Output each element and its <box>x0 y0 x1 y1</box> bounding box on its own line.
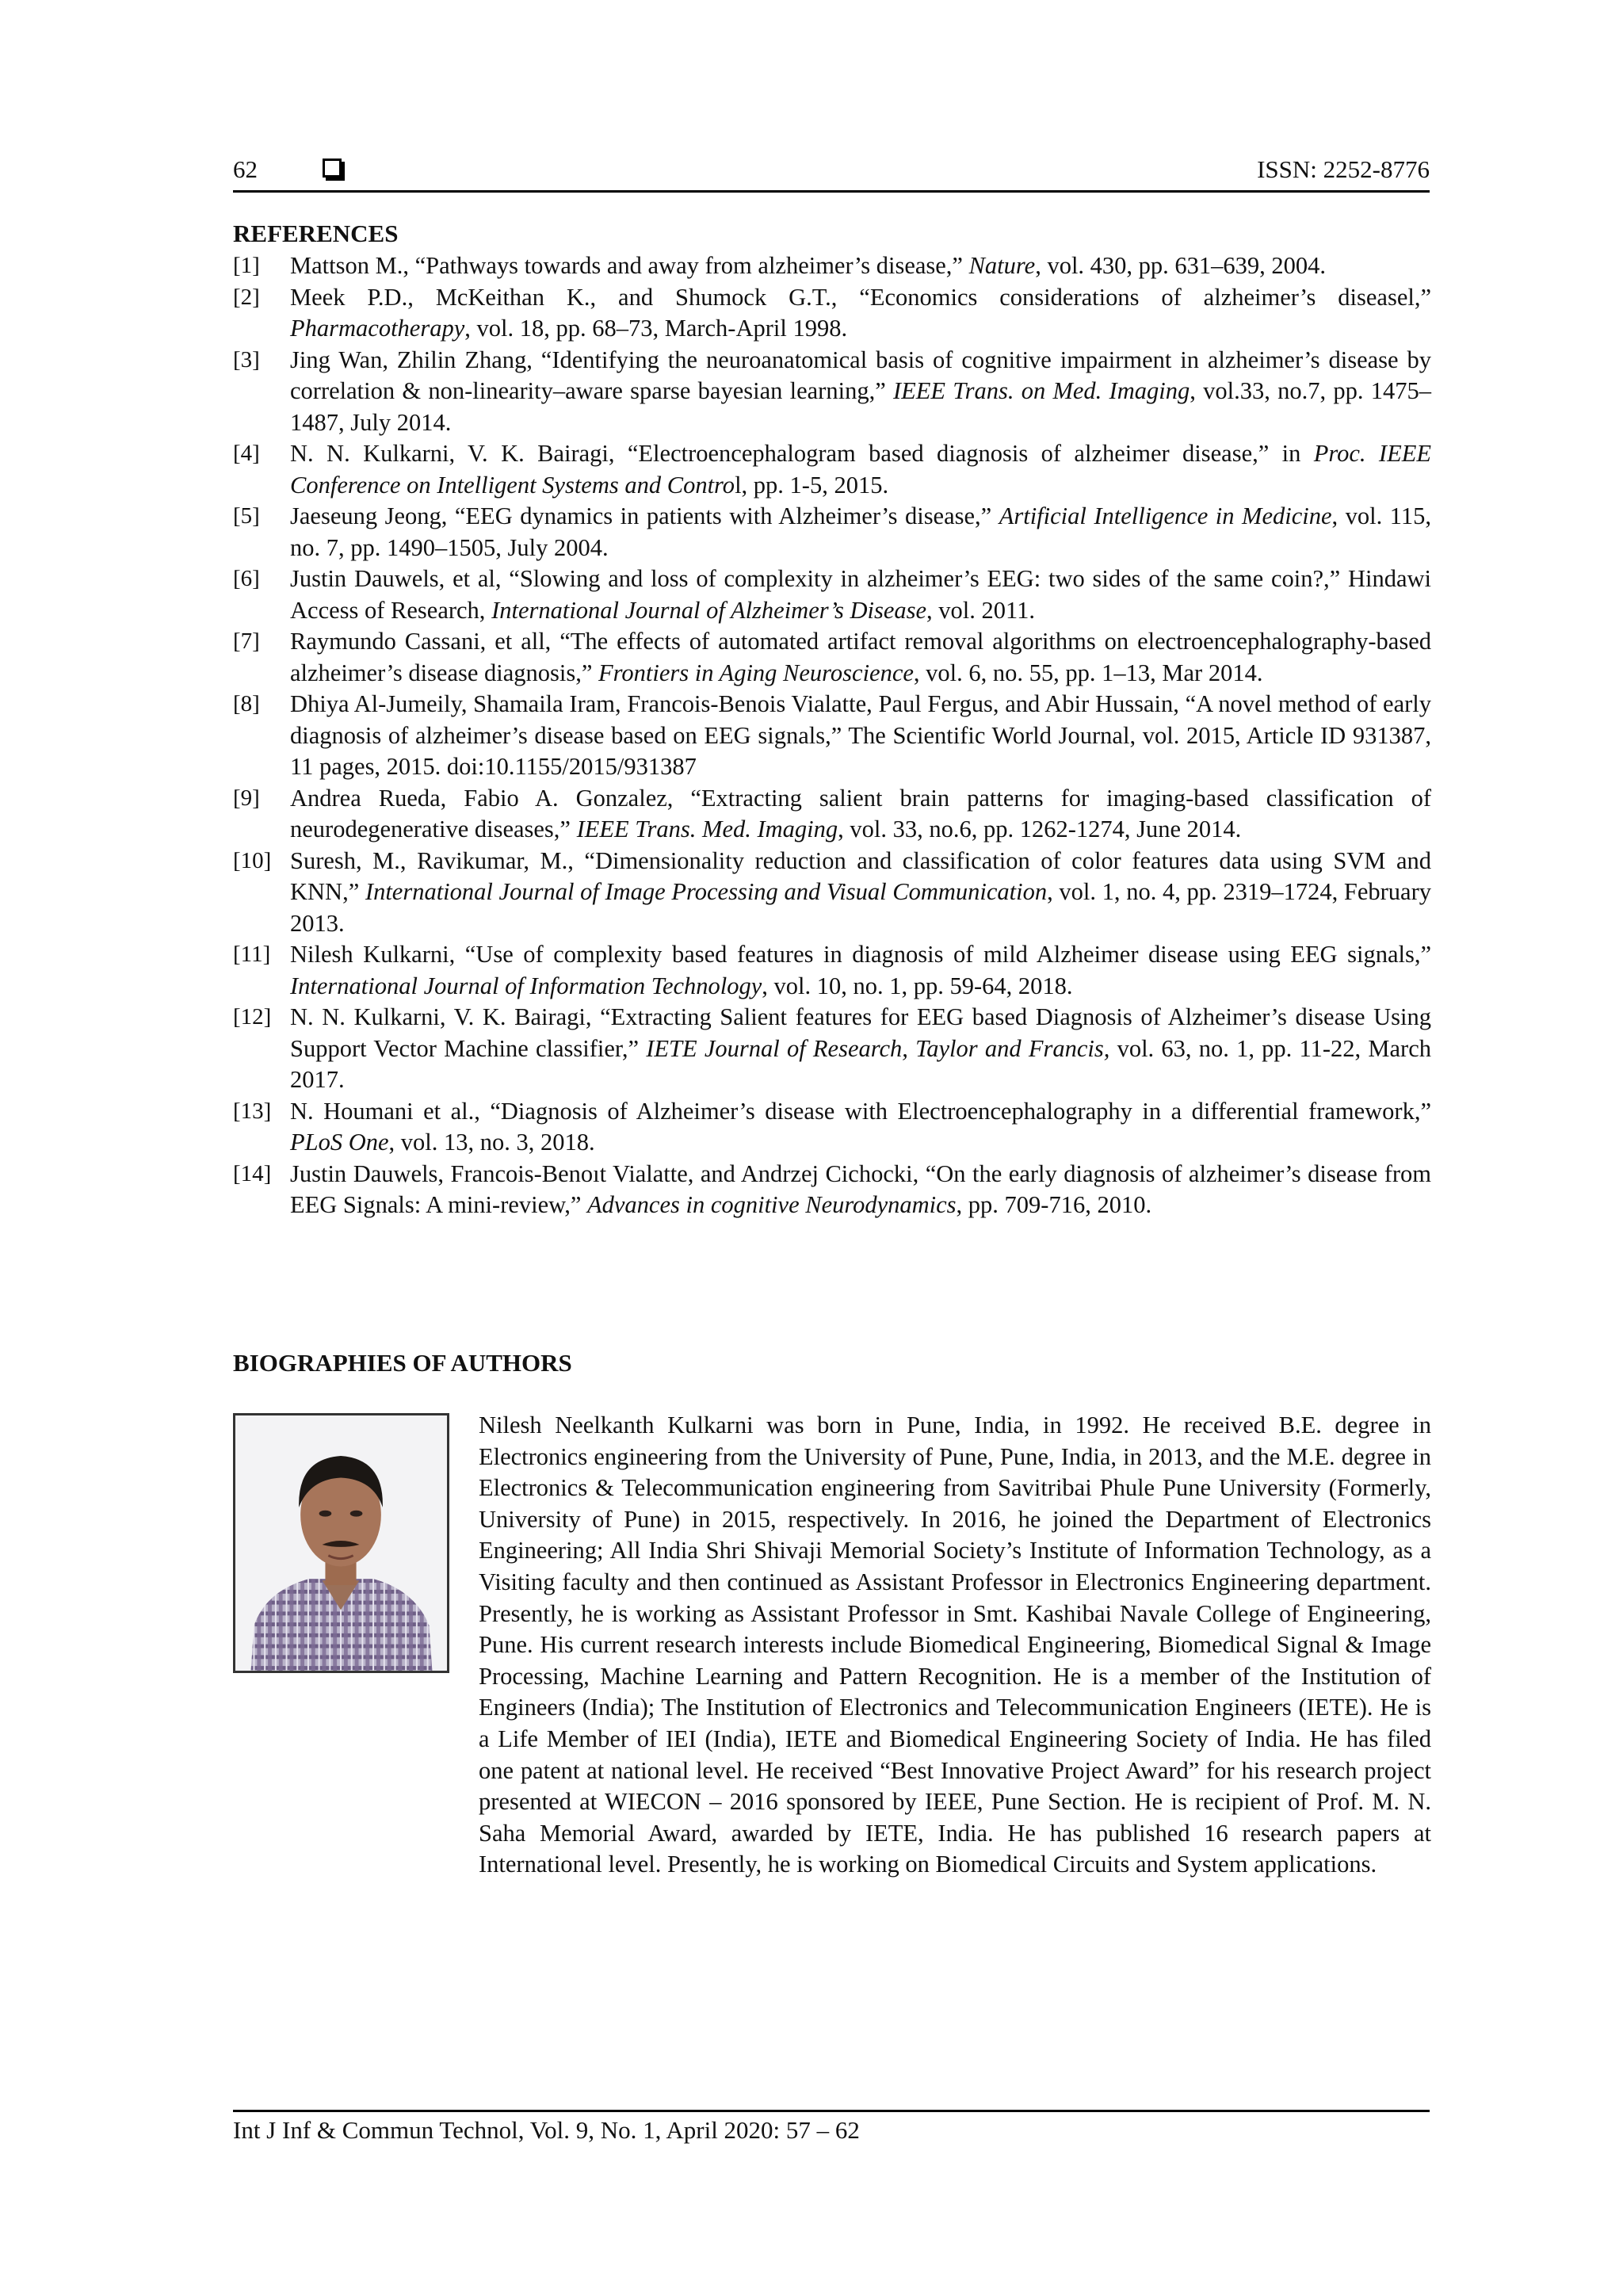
reference-text: Mattson M., “Pathways towards and away from alzheimer’s disease,” Nature, vol. 430, pp. 631–639, 2004. <box>290 252 1327 279</box>
reference-number: [7] <box>233 628 260 654</box>
reference-text: Meek P.D., McKeithan K., and Shumock G.T., “Economics considerations of alzheimer’s diseasel,” Pharmacotherapy, vol. 18, pp. 68–73, March-April 1998. <box>290 283 1431 342</box>
reference-item <box>233 626 1431 689</box>
reference-text: Justin Dauwels, et al, “Slowing and loss of complexity in alzheimer’s EEG: two sides of the same coin?,” Hindawi Access of Research, International Journal of Alzheimer’s Disease, vol. 2011. <box>290 565 1431 624</box>
reference-text: N. N. Kulkarni, V. K. Bairagi, “Extracting Salient features for EEG based Diagnosis of Alzheimer’s disease Using Support Vector Machine classifier,” IETE Journal of Research, Taylor and Francis, vol. 63, no. 1, pp. 11-22, March 2017. <box>290 1003 1431 1093</box>
page-number: 62 <box>233 155 258 183</box>
reference-text: N. N. Kulkarni, V. K. Bairagi, “Electroencephalogram based diagnosis of alzheimer disease,” in Proc. IEEE Conference on Intelligent Systems and Control, pp. 1-5, 2015. <box>290 440 1431 499</box>
reference-item <box>233 846 1431 940</box>
references-list <box>233 250 1431 1221</box>
reference-number: [10] <box>233 847 272 873</box>
reference-item <box>233 939 1431 1002</box>
reference-number: [5] <box>233 503 260 529</box>
reference-text: Suresh, M., Ravikumar, M., “Dimensionality reduction and classification of color features data using SVM and KNN,” International Journal of Image Processing and Visual Communication, vol. 1, no. 4, pp. 2319–1724, February 2013. <box>290 846 1432 937</box>
reference-item <box>233 783 1431 846</box>
reference-text: Raymundo Cassani, et all, “The effects of automated artifact removal algorithms on electroencephalography-based alzheimer’s disease diagnosis,” Frontiers in Aging Neuroscience, vol. 6, no. 55, pp. 1–13, Mar 2014. <box>290 628 1431 686</box>
reference-text: Jing Wan, Zhilin Zhang, “Identifying the neuroanatomical basis of cognitive impairment in alzheimer’s disease by correlation & non-linearity–aware sparse bayesian learning,” IEEE Trans. on Med. Imaging, vol.33, no.7, pp. 1475–1487, July 2014. <box>290 346 1431 436</box>
reference-number: [3] <box>233 346 260 372</box>
reference-item <box>233 438 1431 501</box>
reference-number: [14] <box>233 1160 272 1186</box>
author-photo <box>233 1413 449 1673</box>
reference-text: Justin Dauwels, Francois-Benoıt Vialatte, and Andrzej Cichocki, “On the early diagnosis of alzheimer’s disease from EEG Signals: A mini-review,” Advances in cognitive Neurodynamics, pp. 709-716, 2010. <box>290 1159 1431 1218</box>
reference-text: Nilesh Kulkarni, “Use of complexity based features in diagnosis of mild Alzheimer disease using EEG signals,” International Journal of Information Technology, vol. 10, no. 1, pp. 59-64, 2018. <box>290 941 1431 999</box>
reference-number: [1] <box>233 253 260 278</box>
footer-rule <box>233 2110 1430 2112</box>
reference-text: Andrea Rueda, Fabio A. Gonzalez, “Extracting salient brain patterns for imaging-based classification of neurodegenerative diseases,” IEEE Trans. Med. Imaging, vol. 33, no.6, pp. 1262-1274, June 2014. <box>290 784 1431 842</box>
reference-number: [2] <box>233 284 260 310</box>
reference-number: [11] <box>233 942 271 967</box>
reference-number: [12] <box>233 1004 272 1030</box>
reference-item <box>233 282 1431 345</box>
reference-item <box>233 501 1431 563</box>
reference-text: Jaeseung Jeong, “EEG dynamics in patients with Alzheimer’s disease,” Artificial Intelligence in Medicine, vol. 115, no. 7, pp. 1490–1505, July 2004. <box>290 502 1431 561</box>
checkbox-square-icon <box>323 159 342 178</box>
reference-number: [13] <box>233 1098 272 1124</box>
reference-item <box>233 250 1431 282</box>
biographies-heading: BIOGRAPHIES OF AUTHORS <box>233 1349 572 1377</box>
header-rule <box>233 190 1430 193</box>
reference-number: [6] <box>233 566 260 591</box>
author-photo-icon <box>235 1415 447 1671</box>
reference-item <box>233 345 1431 439</box>
page-header <box>233 155 1430 193</box>
footer-citation: Int J Inf & Commun Technol, Vol. 9, No. 1, April 2020: 57 – 62 <box>233 2116 860 2144</box>
reference-item <box>233 1002 1431 1096</box>
reference-number: [8] <box>233 691 260 716</box>
reference-item <box>233 563 1431 626</box>
references-heading: REFERENCES <box>233 220 399 247</box>
reference-text: Dhiya Al-Jumeily, Shamaila Iram, Francois-Benois Vialatte, Paul Fergus, and Abir Hussain, “A novel method of early diagnosis of alzheimer’s disease based on EEG signals,” The Scientific World Journal, vol. 2015, Article ID 931387, 11 pages, 2015. doi:10.1155/2015/931387 <box>290 690 1431 780</box>
author-biography: Nilesh Neelkanth Kulkarni was born in Pune, India, in 1992. He received B.E. degree in Electronics engineering from the University of Pune, Pune, India, in 2013, and the M.E. degree in Electronics & Telecommunication engineering from Savitribai Phule Pune University (Formerly, University of Pune) in 2015, respectively. In 2016, he joined the Department of Electronics Engineering; All India Shri Shivaji Memorial Society’s Institute of Information Technology, as a Visiting faculty and then continued as Assistant Professor in Electronics Engineering department. Presently, he is working as Assistant Professor in Smt. Kashibai Navale College of Engineering, Pune. His current research interests include Biomedical Engineering, Biomedical Signal & Image Processing, Machine Learning and Pattern Recognition. He is a member of the Institution of Engineers (India); The Institution of Electronics and Telecommunication Engineers (IETE). He is a Life Member of IEI (India), IETE and Biomedical Engineering Society of India. He has filed one patent at national level. He received “Best Innovative Project Award” for his research project presented at WIECON – 2016 sponsored by IEEE, Pune Section. He is recipient of Prof. M. N. Saha Memorial Award, awarded by IETE, India. He has published 16 research papers at International level. Presently, he is working on Biomedical Circuits and System applications. <box>479 1412 1431 1878</box>
reference-number: [9] <box>233 785 260 811</box>
reference-number: [4] <box>233 441 260 466</box>
reference-item <box>233 1096 1431 1159</box>
reference-item <box>233 689 1431 783</box>
reference-item <box>233 1159 1431 1221</box>
issn: ISSN: 2252-8776 <box>1257 155 1430 183</box>
reference-text: N. Houmani et al., “Diagnosis of Alzheimer’s disease with Electroencephalography in a differential framework,” PLoS One, vol. 13, no. 3, 2018. <box>290 1097 1431 1156</box>
